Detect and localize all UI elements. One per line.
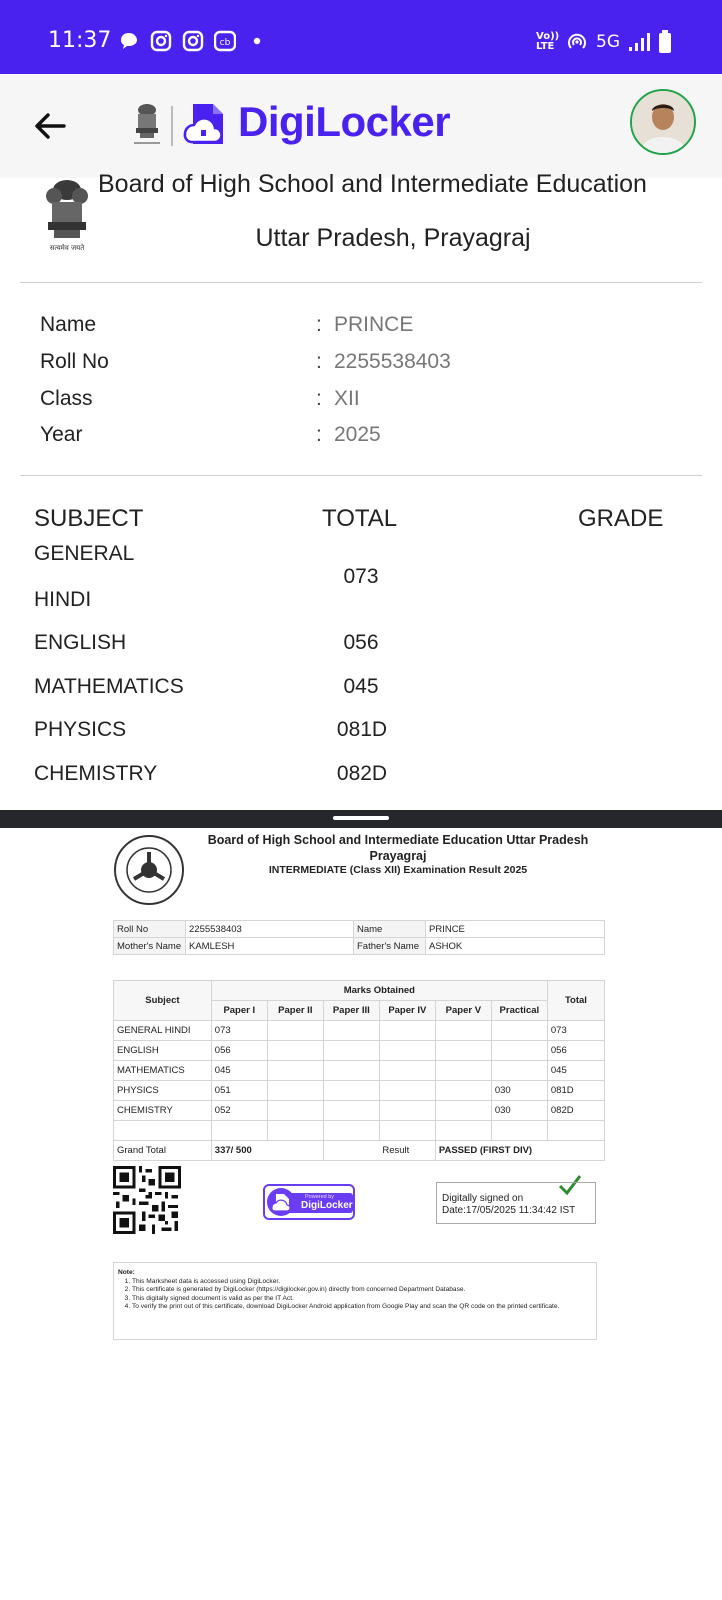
- cell-paper5: [435, 1021, 491, 1041]
- instagram-icon: [150, 30, 172, 52]
- signed-line1: Digitally signed on: [442, 1193, 524, 1204]
- subject-name: MATHEMATICS: [34, 675, 184, 698]
- cell-total: 081D: [547, 1081, 604, 1101]
- subject-name: ENGLISH: [34, 631, 127, 654]
- table-row: [114, 1101, 605, 1121]
- subject-column-header: Subject: [114, 981, 212, 1021]
- cell-practical: [491, 1021, 547, 1041]
- info-label: Year: [40, 423, 83, 446]
- cb-app-icon: [214, 30, 236, 52]
- info-label: Name: [40, 313, 97, 336]
- cell-total: 073: [547, 1021, 604, 1041]
- notes-list: [132, 1278, 592, 1312]
- note-item: 3. This digitally signed document is valid as per the IT Act.: [132, 1295, 592, 1304]
- cell-paper3: [323, 1101, 379, 1121]
- digital-signature-box: [436, 1182, 596, 1224]
- info-sep: :: [316, 387, 322, 410]
- cell-practical: [491, 1061, 547, 1081]
- grade-header: GRADE: [578, 505, 664, 532]
- svg-text:cb: cb: [219, 38, 231, 48]
- info-sep: :: [316, 423, 322, 446]
- notes-title: Note:: [118, 1269, 135, 1276]
- cell-subject: PHYSICS: [114, 1081, 212, 1101]
- paper-header: Paper II: [267, 1001, 323, 1021]
- name-label: Name: [354, 921, 426, 938]
- info-row-class: [40, 387, 680, 421]
- cell-paper3: [323, 1021, 379, 1041]
- digilocker-logo-icon: [267, 1188, 295, 1216]
- table-header-row: [114, 981, 605, 1001]
- paper-header: Paper V: [435, 1001, 491, 1021]
- cell-paper4: [379, 1061, 435, 1081]
- grand-total-value: 337/ 500: [211, 1141, 323, 1161]
- table-row: [114, 1081, 605, 1101]
- cell-paper4: [379, 1041, 435, 1061]
- more-dot-icon: [246, 30, 268, 52]
- status-time: 11:37: [48, 28, 112, 53]
- mother-label: Mother's Name: [114, 938, 186, 955]
- cell-paper5: [435, 1061, 491, 1081]
- info-label: Roll No: [40, 350, 109, 373]
- roll-value: 2255538403: [186, 921, 354, 938]
- cell-paper2: [267, 1101, 323, 1121]
- cell-paper2: [267, 1041, 323, 1061]
- cell-paper4: [379, 1101, 435, 1121]
- cell-paper5: [435, 1041, 491, 1061]
- cell-paper4: [379, 1081, 435, 1101]
- signed-line2: Date:17/05/2025 11:34:42 IST: [442, 1205, 576, 1216]
- cell-subject: CHEMISTRY: [114, 1101, 212, 1121]
- note-item: 1. This Marksheet data is accessed using DigiLocker.: [132, 1278, 592, 1287]
- paper-header: Paper I: [211, 1001, 267, 1021]
- subject-name: HINDI: [34, 588, 92, 611]
- cell-total: 045: [547, 1061, 604, 1081]
- subject-total: 073: [343, 565, 379, 588]
- info-value: 2025: [334, 423, 381, 446]
- cell-paper5: [435, 1101, 491, 1121]
- cell-total: 056: [547, 1041, 604, 1061]
- emblem-caption: सत्यमेव जयते: [49, 244, 85, 252]
- cell-paper5: [435, 1081, 491, 1101]
- info-value: 2255538403: [334, 350, 451, 373]
- app-bar: [0, 74, 722, 178]
- powered-by-name: DigiLocker: [301, 1200, 353, 1211]
- info-sep: :: [316, 313, 322, 336]
- back-arrow-icon[interactable]: [32, 108, 68, 144]
- student-details-table: [113, 920, 605, 955]
- system-icons: [536, 30, 672, 54]
- table-row: [114, 1061, 605, 1081]
- logo-divider: [171, 106, 173, 146]
- powered-by-digilocker-badge: [263, 1184, 355, 1220]
- instagram-icon: [182, 30, 204, 52]
- battery-icon: [658, 30, 672, 54]
- cell-paper3: [323, 1041, 379, 1061]
- info-row-year: [40, 423, 680, 457]
- note-item: 2. This certificate is generated by DigiLocker (https://digilocker.gov.in) directly from concerned Department Database.: [132, 1286, 592, 1295]
- cell-paper2: [267, 1081, 323, 1101]
- mother-value: KAMLESH: [186, 938, 354, 955]
- info-label: Class: [40, 387, 93, 410]
- total-header: TOTAL: [322, 505, 398, 532]
- marks-obtained-header: Marks Obtained: [211, 981, 547, 1001]
- paper-header: Paper IV: [379, 1001, 435, 1021]
- cell-paper2: [267, 1061, 323, 1081]
- marksheet-document: [0, 828, 722, 1582]
- cell-paper3: [323, 1081, 379, 1101]
- result-value: PASSED (FIRST DIV): [435, 1141, 604, 1161]
- board-seal-icon: [113, 834, 185, 906]
- marksheet-heading: Board of High School and Intermediate Education Uttar Pradesh Prayagraj: [207, 833, 589, 863]
- subject-name: GENERAL: [34, 542, 135, 565]
- subject-total: 045: [343, 675, 379, 698]
- cell-paper1: 056: [211, 1041, 267, 1061]
- cell-paper1: 052: [211, 1101, 267, 1121]
- marks-table: [113, 980, 605, 1161]
- info-value: XII: [334, 387, 360, 410]
- cell-subject: GENERAL HINDI: [114, 1021, 212, 1041]
- digilocker-logo-icon: [181, 100, 229, 148]
- info-row-roll: [40, 350, 680, 384]
- chat-bubble-icon: [118, 30, 140, 52]
- status-bar: [0, 0, 722, 74]
- drag-handle[interactable]: [333, 816, 389, 820]
- note-item: 4. To verify the print out of this certificate, download DigiLocker Android application from Google Play and scan the QR code on the printed certificate.: [132, 1303, 592, 1312]
- powered-by-label: Powered by: [305, 1194, 335, 1200]
- network-type: 5G: [596, 32, 620, 52]
- grand-total-row: [114, 1141, 605, 1161]
- profile-avatar[interactable]: [630, 89, 696, 155]
- result-label: Result: [379, 1141, 435, 1161]
- table-row: [114, 1021, 605, 1041]
- table-row: [114, 938, 605, 955]
- notification-icons: [118, 30, 268, 52]
- marksheet-subheading: INTERMEDIATE (Class XII) Examination Result 2025: [268, 864, 528, 876]
- info-sep: :: [316, 350, 322, 373]
- grand-total-label: Grand Total: [114, 1141, 212, 1161]
- cell-total: 082D: [547, 1101, 604, 1121]
- cell-paper1: 045: [211, 1061, 267, 1081]
- subject-header: SUBJECT: [34, 505, 144, 532]
- roll-label: Roll No: [114, 921, 186, 938]
- subject-total: 082D: [336, 762, 388, 785]
- cell-subject: ENGLISH: [114, 1041, 212, 1061]
- board-title-line1: Board of High School and Intermediate Education: [98, 170, 647, 198]
- subject-name: PHYSICS: [34, 718, 127, 741]
- cell-practical: 030: [491, 1081, 547, 1101]
- total-column-header: Total: [547, 981, 604, 1021]
- subject-name: CHEMISTRY: [34, 762, 158, 785]
- subject-total: 056: [343, 631, 379, 654]
- cell-paper1: 073: [211, 1021, 267, 1041]
- paper-header: Paper III: [323, 1001, 379, 1021]
- table-row: [114, 1041, 605, 1061]
- father-value: ASHOK: [426, 938, 605, 955]
- paper-header: Practical: [491, 1001, 547, 1021]
- divider: [20, 475, 702, 476]
- cell-practical: [491, 1041, 547, 1061]
- cell-practical: 030: [491, 1101, 547, 1121]
- info-row-name: [40, 313, 680, 347]
- national-emblem-icon: [130, 100, 164, 150]
- info-value: PRINCE: [334, 313, 414, 336]
- divider: [20, 282, 702, 283]
- qr-code: [113, 1166, 181, 1234]
- board-title-line2: Uttar Pradesh, Prayagraj: [255, 224, 531, 252]
- table-row-empty: [114, 1121, 605, 1141]
- subject-total: 081D: [336, 718, 388, 741]
- sheet-separator: [0, 810, 722, 828]
- signal-icon: [628, 32, 650, 52]
- app-title: DigiLocker: [238, 98, 451, 145]
- cell-paper2: [267, 1021, 323, 1041]
- cell-paper1: 051: [211, 1081, 267, 1101]
- name-value: PRINCE: [426, 921, 605, 938]
- cell-subject: MATHEMATICS: [114, 1061, 212, 1081]
- hotspot-icon: [566, 31, 588, 53]
- notes-box: [113, 1262, 597, 1340]
- table-row: [114, 921, 605, 938]
- profile-photo: [632, 91, 694, 153]
- cell-paper3: [323, 1061, 379, 1081]
- father-label: Father's Name: [354, 938, 426, 955]
- cell-paper4: [379, 1021, 435, 1041]
- volte-icon: Vo)) LTE: [536, 31, 560, 52]
